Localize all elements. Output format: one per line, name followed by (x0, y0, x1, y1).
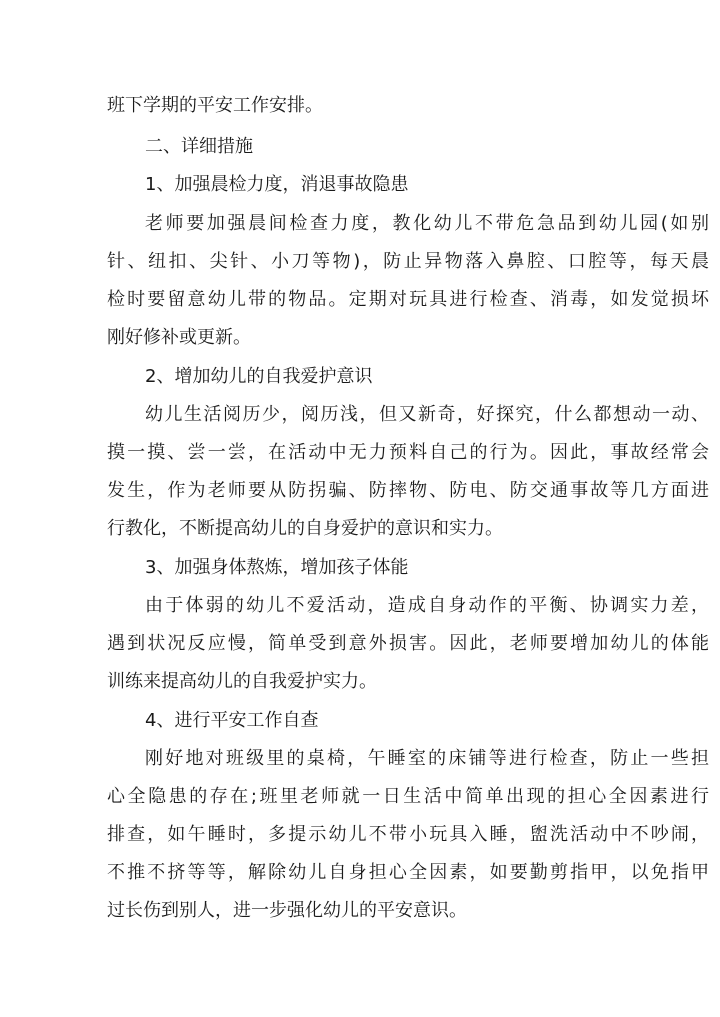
paragraph-1-line-1: 老师要加强晨间检查力度，教化幼儿不带危急品到幼儿园(如别 (145, 213, 709, 234)
text-line-continuation: 班下学期的平安工作安排。 (107, 95, 323, 116)
paragraph-4-line-4: 不推不挤等等，解除幼儿自身担心全因素，如要勤剪指甲，以免指甲 (107, 862, 709, 883)
paragraph-2-line-4: 行教化，不断提高幼儿的自身爱护的意识和实力。 (107, 518, 503, 539)
paragraph-1-line-3: 检时要留意幼儿带的物品。定期对玩具进行检查、消毒，如发觉损坏 (107, 289, 709, 310)
paragraph-1-line-2: 针、纽扣、尖针、小刀等物)，防止异物落入鼻腔、口腔等，每天晨 (107, 251, 709, 272)
paragraph-3-line-2: 遇到状况反应慢，简单受到意外损害。因此，老师要增加幼儿的体能 (107, 633, 709, 654)
paragraph-1-line-4: 刚好修补或更新。 (107, 327, 251, 348)
subsection-heading-1: 1、加强晨检力度，消退事故隐患 (145, 174, 409, 195)
subsection-heading-4: 4、进行平安工作自查 (145, 710, 319, 731)
paragraph-4-line-2: 心全隐患的存在;班里老师就一日生活中简单出现的担心全因素进行 (107, 786, 709, 807)
subsection-heading-2: 2、增加幼儿的自我爱护意识 (145, 366, 373, 387)
subsection-heading-3: 3、加强身体熬炼，增加孩子体能 (145, 557, 409, 578)
paragraph-3-line-1: 由于体弱的幼儿不爱活动，造成自身动作的平衡、协调实力差， (145, 595, 709, 616)
paragraph-2-line-1: 幼儿生活阅历少，阅历浅，但又新奇，好探究，什么都想动一动、 (145, 404, 709, 425)
paragraph-3-line-3: 训练来提高幼儿的自我爱护实力。 (107, 671, 377, 692)
paragraph-4-line-1: 刚好地对班级里的桌椅，午睡室的床铺等进行检查，防止一些担 (145, 748, 709, 769)
section-heading: 二、详细措施 (145, 136, 253, 157)
paragraph-2-line-3: 发生，作为老师要从防拐骗、防摔物、防电、防交通事故等几方面进 (107, 480, 709, 501)
paragraph-2-line-2: 摸一摸、尝一尝，在活动中无力预料自己的行为。因此，事故经常会 (107, 442, 709, 463)
paragraph-4-line-3: 排查，如午睡时，多提示幼儿不带小玩具入睡，盥洗活动中不吵闹， (107, 824, 709, 845)
paragraph-4-line-5: 过长伤到别人，进一步强化幼儿的平安意识。 (107, 900, 467, 921)
